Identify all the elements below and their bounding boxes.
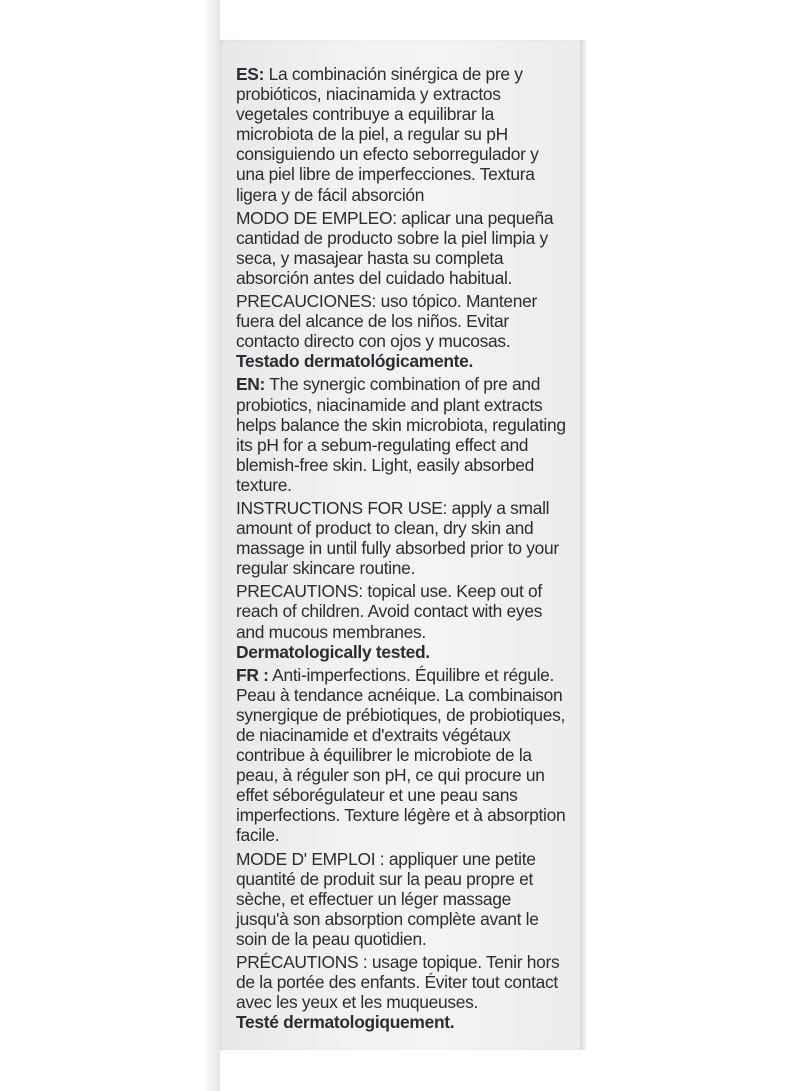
fr-precautions-text: usage topique. Tenir hors de la portée des enfants. Éviter tout contact avec les yeux et les muqueuses. — [236, 952, 560, 1013]
es-intro — [236, 64, 566, 205]
en-intro-text: The synergic combination of pre and probiotics, niacinamide and plant extracts helps balance the skin microbiota, regulating its pH for a sebum-regulating effect and blemish-free skin. Light, easily absorbed texture. — [236, 374, 566, 495]
fr-precautions-label: PRÉCAUTIONS : — [236, 952, 368, 973]
product-label-text — [236, 64, 566, 1035]
fr-usage-label: MODE D' EMPLOI : — [236, 848, 385, 869]
fr-usage-text: appliquer une petite quantité de produit sur la peau propre et sèche, et effectuer un léger massage jusqu'à son absorption complète avant le soin de la peau quotidien. — [236, 848, 539, 949]
en-intro — [236, 374, 566, 495]
fr-usage — [236, 849, 566, 949]
en-usage — [236, 498, 566, 578]
fr-intro — [236, 665, 566, 846]
en-usage-text: apply a small amount of product to clean, dry skin and massage in until fully absorbed prior to your regular skincare routine. — [236, 497, 559, 579]
en-intro-label: EN: — [236, 374, 266, 395]
fr-tested: Testé dermatologiquement. — [236, 1012, 455, 1033]
es-intro-label: ES: — [236, 64, 265, 84]
en-usage-label: INSTRUCTIONS FOR USE: — [236, 497, 448, 518]
fr-precautions — [236, 952, 566, 1032]
es-usage-text: aplicar una pequeña cantidad de producto sobre la piel limpia y seca, y masajear hasta su completa absorción antes del cuidado habitual. — [236, 207, 554, 288]
en-tested: Dermatologically tested. — [236, 641, 430, 662]
es-precautions-text: uso tópico. Mantener fuera del alcance de los niños. Evitar contacto directo con ojos y mucosas. — [236, 291, 538, 352]
es-precautions-label: PRECAUCIONES: — [236, 291, 377, 312]
es-precautions — [236, 291, 566, 371]
es-usage — [236, 208, 566, 288]
fr-intro-text: Anti-imperfections. Équilibre et régule. Peau à tendance acnéique. La combinaison synergique de prébiotiques, de probiotiques, de niacinamide et d'extraits végétaux contribue à équilibrer le microbiote de la peau, à réguler son pH, ce qui procure un effet séborégulateur et une peau sans imperfections. Texture légère et à absorption facile. — [236, 664, 566, 846]
en-precautions — [236, 581, 566, 661]
en-precautions-text: topical use. Keep out of reach of children. Avoid contact with eyes and mucous membranes. — [236, 581, 543, 642]
es-intro-text: La combinación sinérgica de pre y probióticos, niacinamida y extractos vegetales contribuye a equilibrar la microbiota de la piel, a regular su pH consiguiendo un efecto seborregulador y una piel libre de imperfecciones. Textura ligera y de fácil absorción — [236, 64, 539, 205]
box-right-edge — [580, 40, 586, 1050]
box-left-side — [0, 0, 220, 1091]
es-usage-label: MODO DE EMPLEO: — [236, 207, 397, 228]
es-tested: Testado dermatológicamente. — [236, 351, 474, 372]
en-precautions-label: PRECAUTIONS: — [236, 581, 363, 602]
fr-intro-label: FR : — [236, 664, 269, 685]
